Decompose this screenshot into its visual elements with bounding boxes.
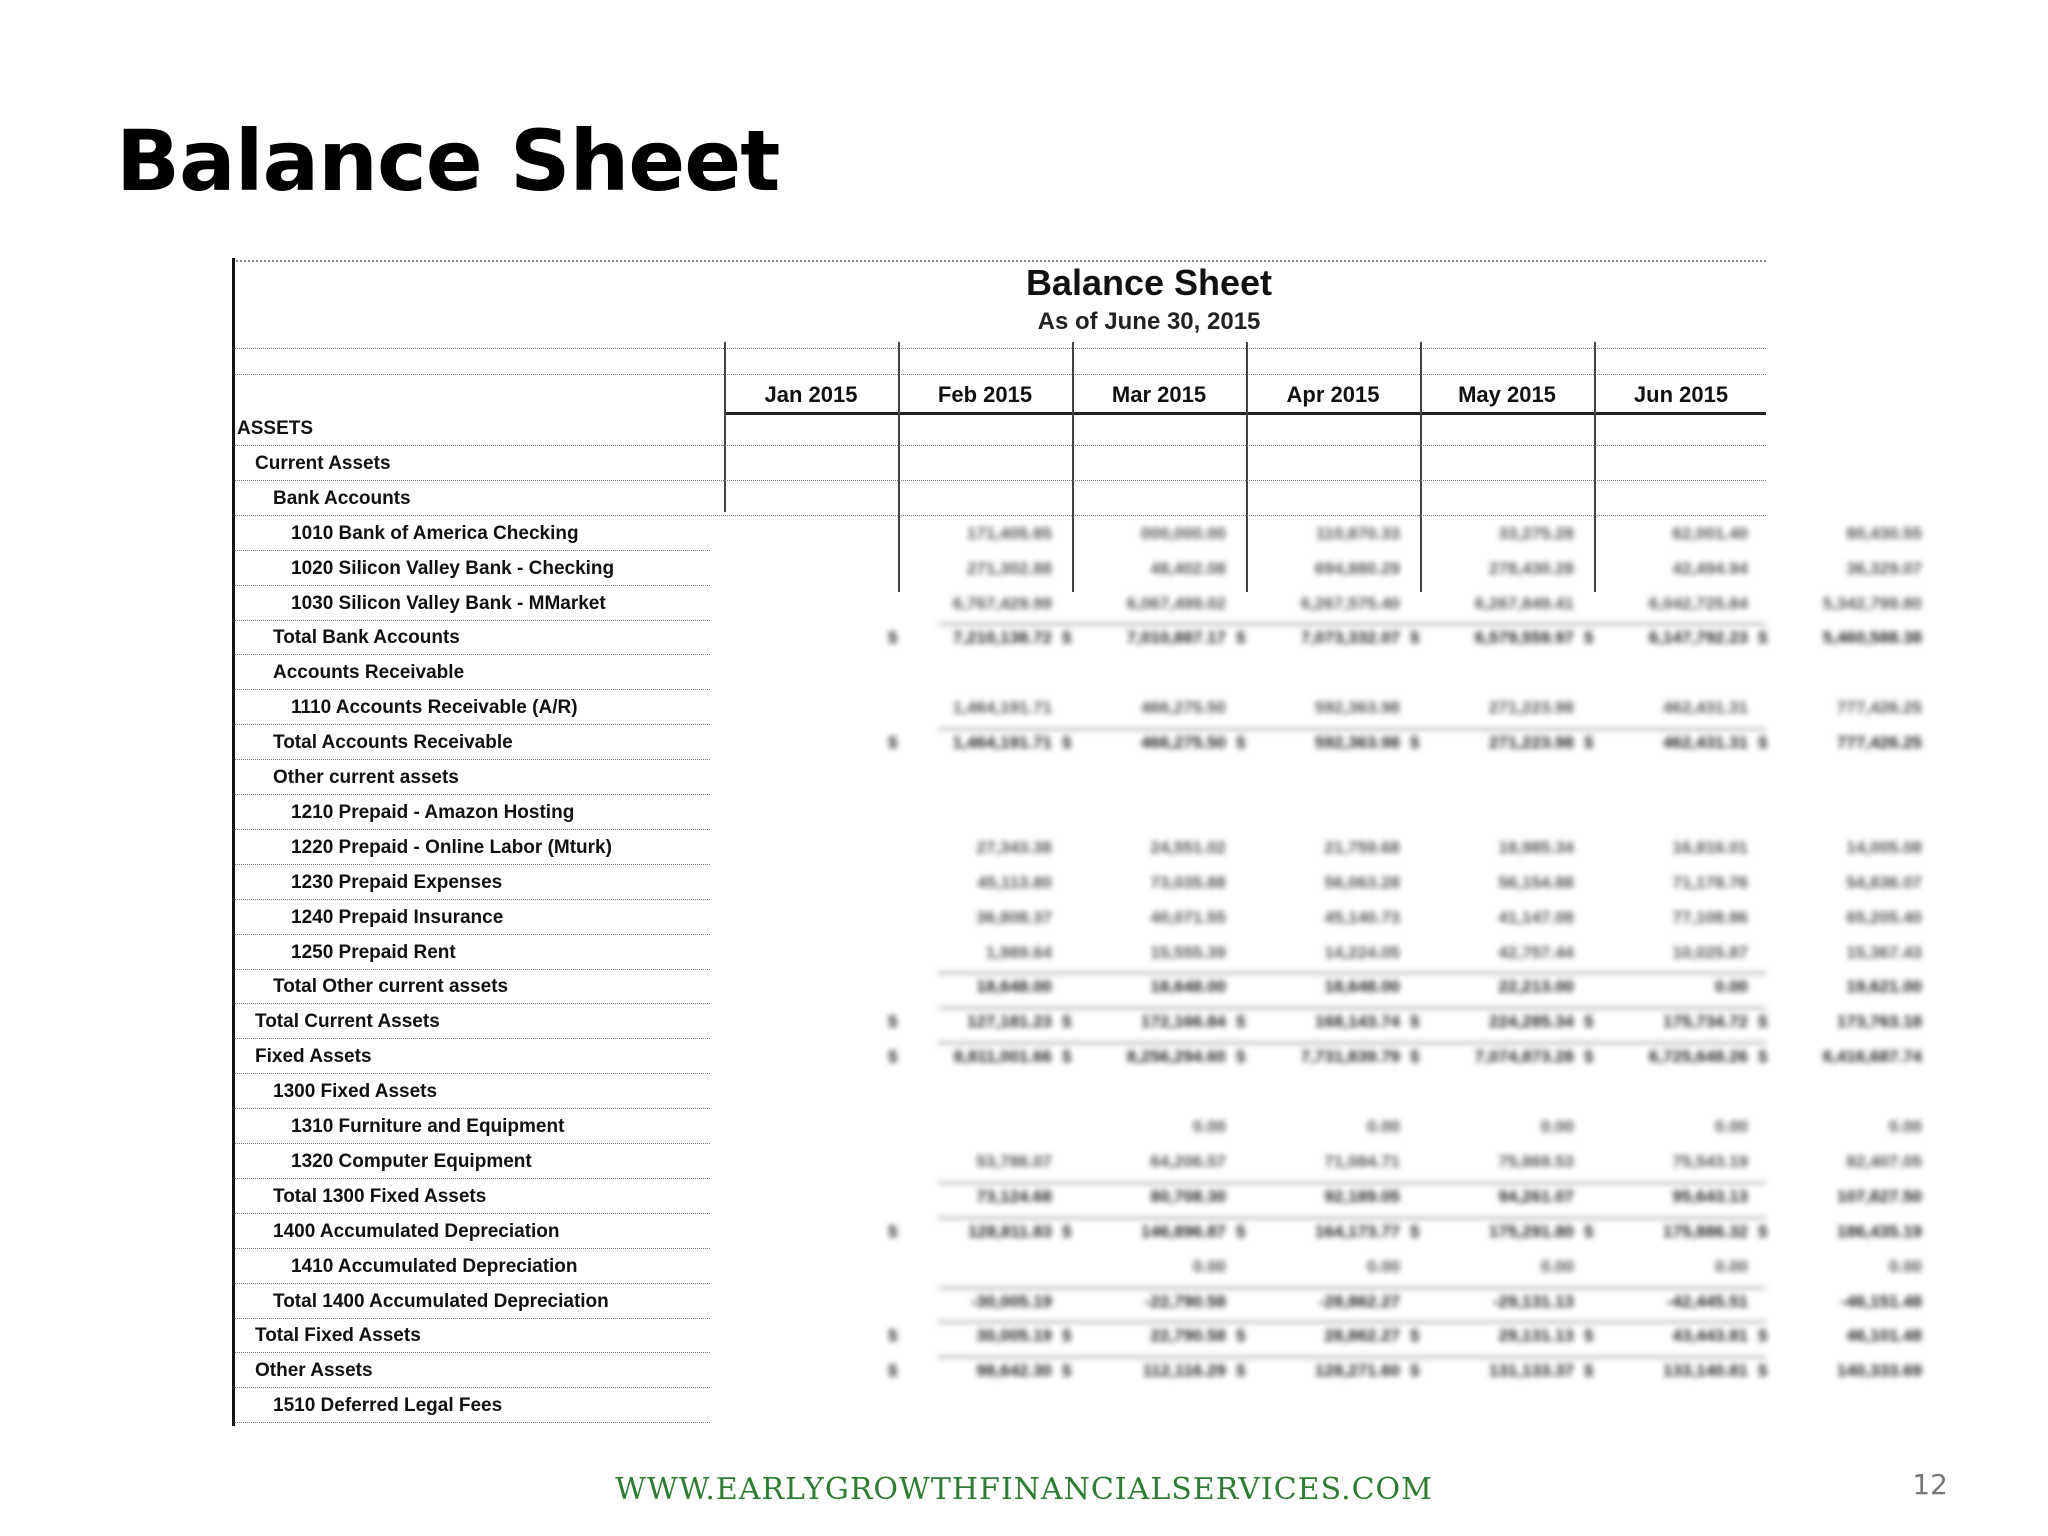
value-cell: 15,367.43 (1846, 943, 1922, 962)
value-cell: 0.00 (1366, 1257, 1400, 1276)
value-cell: $ 175,291.80 (1424, 1215, 1574, 1249)
row-label: Total Fixed Assets (235, 1319, 710, 1353)
row-label: 1240 Prepaid Insurance (235, 901, 710, 935)
row-label: Bank Accounts (235, 482, 1766, 516)
value-cell: 0.00 (1366, 1117, 1400, 1136)
value-cell: $ 7,010,887.17 (1076, 621, 1226, 655)
value-cell: $ 28,862.27 (1250, 1319, 1400, 1353)
value-cell: $ 186,435.19 (1772, 1215, 1922, 1249)
value-cell: 22,213.00 (1498, 977, 1574, 996)
total-underline (938, 1042, 1766, 1044)
value-cell: -22,790.58 (1144, 1292, 1226, 1311)
value-cell: 15,555.39 (1150, 943, 1226, 962)
column-header-row (724, 378, 1766, 415)
value-cell: 71,178.76 (1672, 873, 1748, 892)
column-header: Jan 2015 (764, 382, 858, 407)
value-cell: 171,405.85 (966, 524, 1052, 543)
value-cell: 18,648.00 (1324, 977, 1400, 996)
value-cell: $ 140,333.69 (1772, 1354, 1922, 1388)
value-cell: 6,067,499.02 (1126, 594, 1226, 613)
total-underline (938, 972, 1766, 974)
row-label: 1020 Silicon Valley Bank - Checking (235, 552, 710, 586)
total-underline (938, 1007, 1766, 1009)
value-cell: $ 128,811.83 (902, 1215, 1052, 1249)
value-cell: 18,648.00 (1150, 977, 1226, 996)
value-cell: $ 7,073,332.07 (1250, 621, 1400, 655)
value-cell: 53,786.07 (976, 1152, 1052, 1171)
value-cell: 48,402.08 (1150, 559, 1226, 578)
value-cell: $ 146,896.87 (1076, 1215, 1226, 1249)
total-underline (938, 1217, 1766, 1219)
value-cell: 24,551.02 (1150, 838, 1226, 857)
header-rule (235, 348, 1766, 349)
row-label: 1030 Silicon Valley Bank - MMarket (235, 587, 710, 621)
value-cell: 14,224.05 (1324, 943, 1400, 962)
header-rule (235, 374, 1766, 375)
row-label: Other current assets (235, 761, 710, 795)
value-cell: 41,147.08 (1498, 908, 1574, 927)
row-label: 1510 Deferred Legal Fees (235, 1389, 710, 1423)
value-cell: $ 462,431.31 (1598, 726, 1748, 760)
total-underline (938, 1321, 1766, 1323)
value-cell: $ 1,464,191.71 (902, 726, 1052, 760)
value-cell: 1,464,191.71 (952, 698, 1052, 717)
column-header: Feb 2015 (937, 382, 1033, 407)
value-cell: $ 128,271.60 (1250, 1354, 1400, 1388)
value-cell: 107,827.50 (1836, 1187, 1922, 1206)
value-cell: 19,621.00 (1846, 977, 1922, 996)
value-cell: 18,648.00 (976, 977, 1052, 996)
row-values (938, 412, 1922, 1426)
value-cell: 45,113.80 (977, 873, 1052, 892)
value-cell: $ 112,116.29 (1076, 1354, 1226, 1388)
total-underline (938, 623, 1766, 625)
value-cell: -28,862.27 (1318, 1292, 1400, 1311)
value-cell: 271,302.88 (966, 559, 1052, 578)
value-cell (902, 1250, 1052, 1284)
value-cell: 56,154.88 (1498, 873, 1574, 892)
value-cell: 71,084.71 (1324, 1152, 1400, 1171)
value-cell: $ 8,811,001.66 (902, 1040, 1052, 1074)
value-cell: $ 127,181.23 (902, 1005, 1052, 1039)
value-cell: 92,189.05 (1324, 1187, 1400, 1206)
page-number: 12 (1912, 1468, 1948, 1501)
row-label: Total Other current assets (235, 970, 710, 1004)
value-cell: $ 164,173.77 (1250, 1215, 1400, 1249)
value-cell: 75,543.19 (1672, 1152, 1748, 1171)
value-cell: $ 46,101.48 (1772, 1319, 1922, 1353)
row-label: Total 1400 Accumulated Depreciation (235, 1285, 710, 1319)
value-cell: 40,071.55 (1150, 908, 1226, 927)
report-subtitle: As of June 30, 2015 (1037, 308, 1261, 335)
value-cell: 0.00 (1192, 1117, 1226, 1136)
value-cell: 0.00 (1714, 1257, 1748, 1276)
value-cell: 62,001.40 (1672, 524, 1748, 543)
row-label: Fixed Assets (235, 1040, 710, 1074)
value-cell: $ 175,886.32 (1598, 1215, 1748, 1249)
value-cell: 33,275.28 (1498, 524, 1574, 543)
value-cell: 77,108.86 (1672, 908, 1748, 927)
value-cell: -46,151.48 (1840, 1292, 1922, 1311)
value-cell: 1,989.64 (985, 943, 1052, 962)
value-cell: 82,407.05 (1846, 1152, 1922, 1171)
value-cell: 45,140.73 (1324, 908, 1400, 927)
column-header: Jun 2015 (1633, 382, 1729, 407)
value-cell: 42,757.44 (1498, 943, 1574, 962)
value-cell: 42,494.94 (1672, 559, 1748, 578)
value-cell: -30,005.19 (970, 1292, 1052, 1311)
report-title: Balance Sheet (1025, 262, 1273, 303)
value-cell: $ 175,734.72 (1598, 1005, 1748, 1039)
row-label: 1310 Furniture and Equipment (235, 1110, 710, 1144)
value-cell: 56,063.28 (1324, 873, 1400, 892)
value-cell: 65,205.40 (1846, 908, 1922, 927)
row-label: 1220 Prepaid - Online Labor (Mturk) (235, 831, 710, 865)
value-cell: 6,042,725.84 (1648, 594, 1748, 613)
value-cell: $ 8,256,294.60 (1076, 1040, 1226, 1074)
value-cell: 80,708.30 (1150, 1187, 1226, 1206)
value-cell: $ 6,725,648.26 (1598, 1040, 1748, 1074)
value-cell: 278,430.28 (1488, 559, 1574, 578)
value-cell: $ 5,460,588.38 (1772, 621, 1922, 655)
value-cell: $ 172,166.84 (1076, 1005, 1226, 1039)
row-label: Total Current Assets (235, 1005, 710, 1039)
value-cell: 16,816.01 (1672, 838, 1748, 857)
value-cell: 6,767,429.99 (952, 594, 1052, 613)
value-cell: 36,329.07 (1846, 559, 1922, 578)
value-cell: 73,035.88 (1150, 873, 1226, 892)
row-label: 1210 Prepaid - Amazon Hosting (235, 796, 710, 830)
value-cell: 54,836.07 (1846, 873, 1922, 892)
value-cell: 73,124.68 (976, 1187, 1052, 1206)
column-header: Apr 2015 (1286, 382, 1380, 407)
value-cell: $ 7,731,839.79 (1250, 1040, 1400, 1074)
column-header: Mar 2015 (1111, 382, 1207, 407)
row-label: Current Assets (235, 447, 1766, 481)
row-label: 1410 Accumulated Depreciation (235, 1250, 710, 1284)
total-underline (938, 1182, 1766, 1184)
value-cell: 6,267,575.40 (1300, 594, 1400, 613)
row-label: 1400 Accumulated Depreciation (235, 1215, 710, 1249)
row-label: Total Accounts Receivable (235, 726, 710, 760)
value-cell: $ 168,143.74 (1250, 1005, 1400, 1039)
row-label: 1320 Computer Equipment (235, 1145, 710, 1179)
value-cell: $ 224,285.34 (1424, 1005, 1574, 1039)
value-cell: 0.00 (1888, 1257, 1922, 1276)
row-label: 1300 Fixed Assets (235, 1075, 710, 1109)
value-cell: 75,869.53 (1498, 1152, 1574, 1171)
value-cell: 000,000.00 (1140, 524, 1226, 543)
row-label: Total 1300 Fixed Assets (235, 1180, 710, 1214)
footer-url: WWW.EARLYGROWTHFINANCIALSERVICES.COM (615, 1472, 1433, 1507)
value-cell: 14,005.08 (1846, 838, 1922, 857)
balance-sheet-image (232, 258, 1922, 1426)
value-cell: $ 7,074,873.28 (1424, 1040, 1574, 1074)
value-cell: $ 6,579,559.97 (1424, 621, 1574, 655)
value-cell: $ 271,223.98 (1424, 726, 1574, 760)
value-cell: $ 466,275.50 (1076, 726, 1226, 760)
value-cell: 10,025.87 (1672, 943, 1748, 962)
value-cell: 95,643.13 (1672, 1187, 1748, 1206)
row-label: Accounts Receivable (235, 656, 710, 690)
value-cell: $ 98,642.30 (902, 1354, 1052, 1388)
value-cell: 36,808.37 (976, 908, 1052, 927)
row-label: 1250 Prepaid Rent (235, 936, 710, 970)
value-cell: $ 6,147,792.23 (1598, 621, 1748, 655)
value-cell: $ 133,140.81 (1598, 1354, 1748, 1388)
value-cell: 0.00 (1540, 1257, 1574, 1276)
value-cell: $ 777,426.25 (1772, 726, 1922, 760)
value-cell: 592,363.98 (1314, 698, 1400, 717)
row-label: ASSETS (235, 412, 1766, 446)
value-cell: 18,985.34 (1498, 838, 1574, 857)
value-cell: $ 29,131.13 (1424, 1319, 1574, 1353)
value-cell: 5,342,799.80 (1822, 594, 1922, 613)
value-cell: 21,759.68 (1324, 838, 1400, 857)
value-cell: 6,267,849.41 (1474, 594, 1574, 613)
column-header: May 2015 (1458, 382, 1556, 407)
value-cell: 80,430.55 (1846, 524, 1922, 543)
value-cell: 462,431.31 (1662, 698, 1748, 717)
value-cell: -29,131.13 (1492, 1292, 1574, 1311)
value-cell: 0.00 (1192, 1257, 1226, 1276)
value-cell: 271,223.98 (1488, 698, 1574, 717)
value-cell: 777,426.25 (1836, 698, 1922, 717)
value-cell: -42,445.51 (1666, 1292, 1748, 1311)
value-cell: $ 43,443.81 (1598, 1319, 1748, 1353)
value-cell: $ 173,763.18 (1772, 1005, 1922, 1039)
value-cell: $ 22,790.58 (1076, 1319, 1226, 1353)
row-label: 1010 Bank of America Checking (235, 517, 710, 551)
slide-title: Balance Sheet (116, 112, 780, 210)
value-cell: 0.00 (1540, 1117, 1574, 1136)
value-cell: 64,206.57 (1150, 1152, 1226, 1171)
value-cell: $ 30,005.19 (902, 1319, 1052, 1353)
value-cell: 0.00 (1888, 1117, 1922, 1136)
value-cell: 466,275.50 (1140, 698, 1226, 717)
total-underline (938, 1356, 1766, 1358)
value-cell: 694,880.29 (1314, 559, 1400, 578)
row-label: 1230 Prepaid Expenses (235, 866, 710, 900)
value-cell: 0.00 (1714, 977, 1748, 996)
total-underline (938, 1287, 1766, 1289)
row-label: 1110 Accounts Receivable (A/R) (235, 691, 710, 725)
value-cell: $ 6,416,687.74 (1772, 1040, 1922, 1074)
value-cell: $ 131,133.37 (1424, 1354, 1574, 1388)
total-underline (938, 728, 1766, 730)
value-cell: 0.00 (1714, 1117, 1748, 1136)
value-cell: 110,870.33 (1315, 524, 1400, 543)
value-cell: 27,343.38 (976, 838, 1052, 857)
value-cell: $ 592,363.98 (1250, 726, 1400, 760)
value-cell: $ 7,210,138.72 (902, 621, 1052, 655)
row-label: Other Assets (235, 1354, 710, 1388)
value-cell (902, 1110, 1052, 1144)
value-cell: 94,261.07 (1498, 1187, 1574, 1206)
row-label: Total Bank Accounts (235, 621, 710, 655)
